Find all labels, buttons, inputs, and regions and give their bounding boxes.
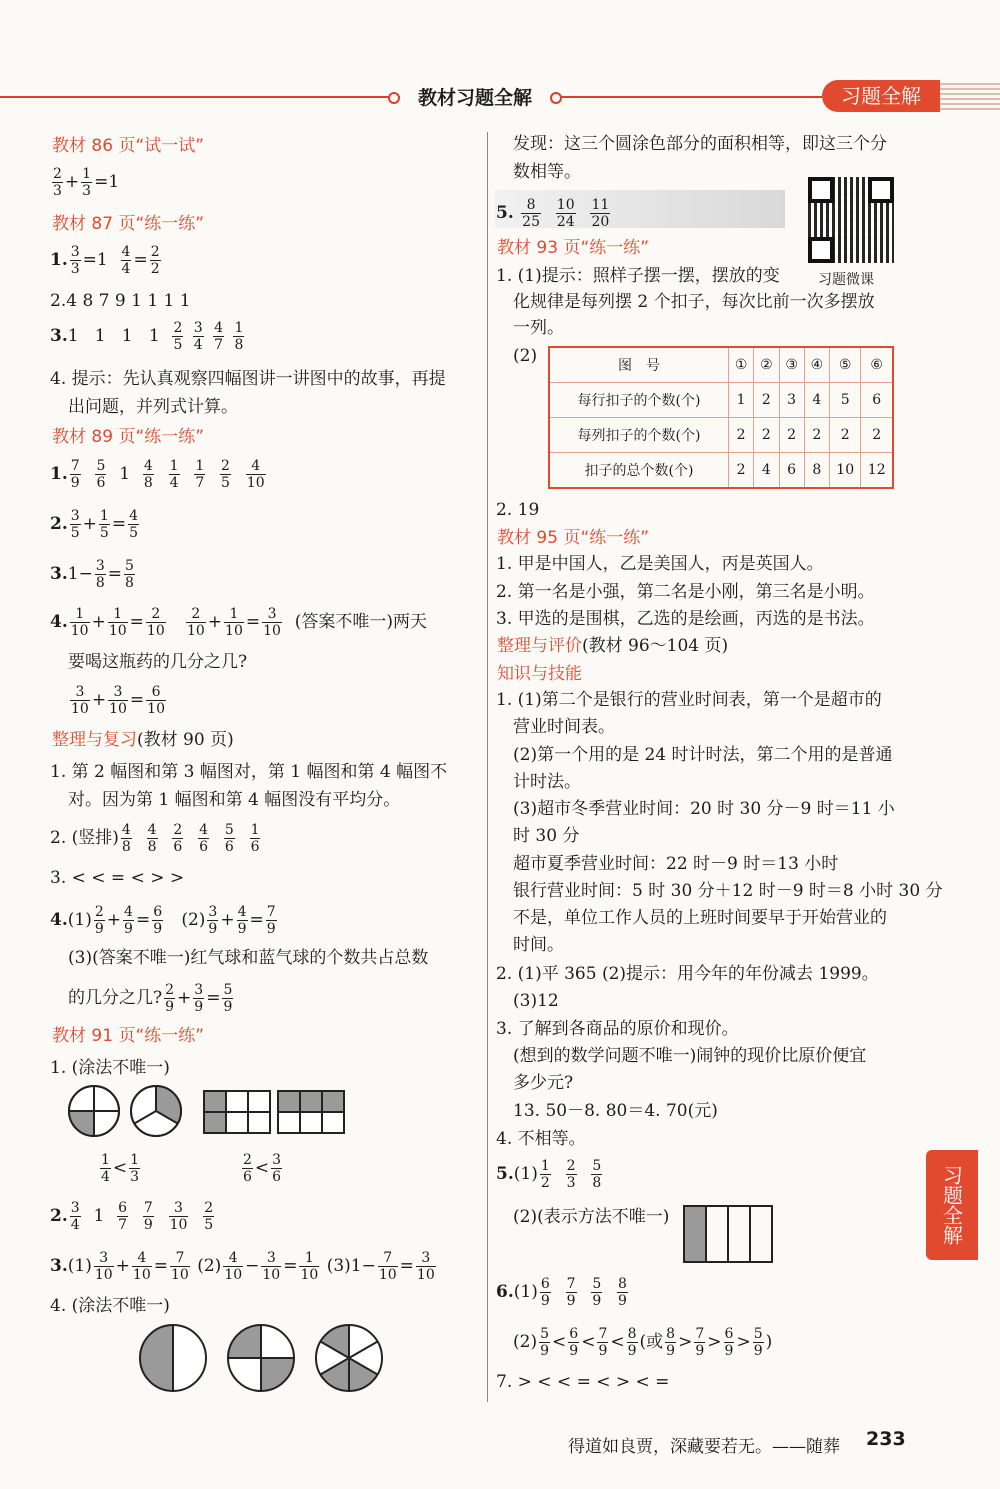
answer-line: $\frac{1}{4}$ < $\frac{1}{3}$: [101, 1152, 140, 1185]
answer-line: 13. 50－8. 80＝4. 70(元): [513, 1101, 718, 1121]
table-cell: 4: [804, 383, 829, 418]
answer-line: 的几分之几? $\frac{2}{9}$ + $\frac{3}{9}$ = $\frac{5}{9}$: [68, 982, 233, 1015]
answer-line: 数相等。: [513, 162, 581, 182]
circle-half-shaded: [140, 1325, 206, 1391]
answer-line: 3.1− $\frac{3}{8}$ = $\frac{5}{8}$: [50, 558, 134, 591]
fraction-rect: [682, 1204, 774, 1266]
answer-line: 发现：这三个圆涂色部分的面积相等，即这三个分: [513, 134, 887, 154]
answer-line: 4. (涂法不唯一): [50, 1296, 170, 1316]
answer-line: 1. 第 2 幅图和第 3 幅图对，第 1 幅图和第 4 幅图不: [50, 762, 448, 782]
answer-line: 4.(1) $\frac{2}{9}$ + $\frac{4}{9}$ = $\frac{6}{9}$ (2) $\frac{3}{9}$ + $\frac{4}{9}$ = $\frac{7}{9}$: [50, 904, 276, 937]
answer-line: $\frac{2}{6}$ < $\frac{3}{6}$: [243, 1152, 282, 1185]
header-rule-right: [560, 96, 822, 98]
section-heading: 教材 91 页“练一练”: [52, 1026, 205, 1046]
circle-3of6-shaded: [316, 1325, 382, 1391]
answer-line: 计时法。: [513, 772, 581, 792]
qr-label: 习题微课: [818, 272, 874, 288]
table-cell: ①: [729, 347, 754, 383]
answer-line: 化规律是每列摆 2 个扣子，每次比前一次多摆放: [513, 292, 875, 312]
table-row: [549, 347, 893, 383]
answer-line: 6.(1) $\frac{6}{9}$ $\frac{7}{9}$ $\frac{5}{9}$ $\frac{8}{9}$: [496, 1276, 627, 1309]
answer-line: 2. 第一名是小强，第二名是小刚，第三名是小明。: [496, 582, 875, 602]
table-cell: 图 号: [549, 347, 729, 383]
answer-line: 时 30 分: [513, 826, 580, 846]
table-row: [549, 418, 893, 453]
table-cell: 4: [754, 453, 779, 489]
answer-line: $\frac{3}{10}$ + $\frac{3}{10}$ = $\frac{6}{10}$: [71, 684, 165, 717]
column-divider: [487, 132, 488, 1402]
table-cell: 2: [830, 418, 861, 453]
section-heading: 知识与技能: [497, 664, 582, 684]
section-heading: 教材 93 页“练一练”: [497, 238, 650, 258]
answer-line: (3)12: [513, 991, 559, 1011]
table-cell: 2: [804, 418, 829, 453]
answer-line: 1. $\frac{3}{3}$ =1 $\frac{4}{4}$ = $\frac{2}{2}$: [50, 244, 160, 277]
answer-line: (2): [513, 346, 538, 366]
table-cell: 2: [754, 383, 779, 418]
table-cell: ④: [804, 347, 829, 383]
table-cell: 6: [779, 453, 804, 489]
circle-third-shaded: [131, 1086, 181, 1136]
answer-line: 出问题，并列式计算。: [68, 397, 238, 417]
rect-2of6-shaded: [204, 1091, 270, 1133]
answer-line: 2. $\frac{3}{4}$ 1 $\frac{6}{7}$ $\frac{7}{9}$ $\frac{3}{10}$ $\frac{2}{5}$: [50, 1200, 214, 1233]
badge-stripes: [940, 82, 1000, 110]
answer-line: 2. (1)平 365 (2)提示：用今年的年份减去 1999。: [496, 964, 879, 984]
footer-quote: 得道如良贾，深藏要若无。——随葬: [568, 1437, 840, 1457]
table-cell: 2: [729, 418, 754, 453]
section-heading: 整理与复习(教材 90 页): [52, 730, 234, 750]
table-cell: 2: [754, 418, 779, 453]
table-cell: 10: [830, 453, 861, 489]
answer-line: 银行营业时间：5 时 30 分＋12 时－9 时＝8 小时 30 分: [513, 881, 943, 901]
section-heading: 教材 89 页“练一练”: [52, 427, 205, 447]
table-row: [549, 453, 893, 489]
answer-line: (2) $\frac{5}{9}$ < $\frac{6}{9}$ < $\frac{7}{9}$ < $\frac{8}{9}$ (或 $\frac{8}{9}$ > $\frac{7}{9}$ > $\frac{6}{9}$ > $\frac{5}{9}$ ): [513, 1326, 773, 1359]
table-cell: 5: [830, 383, 861, 418]
answer-line: (3)超市冬季营业时间：20 时 30 分－9 时＝11 小: [513, 799, 895, 819]
answer-line: 4. 不相等。: [496, 1129, 586, 1149]
qr-corner: [808, 237, 834, 263]
answer-line: 5. $\frac{8}{25}$ $\frac{10}{24}$ $\frac{11}{20}$: [496, 197, 610, 230]
table-cell: 12: [861, 453, 893, 489]
table-cell: 6: [861, 383, 893, 418]
table-cell: ②: [754, 347, 779, 383]
answer-line: 一列。: [513, 318, 564, 338]
answer-line: 4. 提示：先认真观察四幅图讲一讲图中的故事，再提: [50, 369, 446, 389]
answer-line: 3.1 1 1 1 $\frac{2}{5}$ $\frac{3}{4}$ $\frac{4}{7}$ $\frac{1}{8}$: [50, 320, 244, 353]
answer-line: 2. $\frac{3}{5}$ + $\frac{1}{5}$ = $\frac{4}{5}$: [50, 508, 139, 541]
table-cell: ⑤: [830, 347, 861, 383]
answer-line: 2.4 8 7 9 1 1 1 1: [50, 291, 191, 311]
answer-line: 4. $\frac{1}{10}$ + $\frac{1}{10}$ = $\frac{2}{10}$ $\frac{2}{10}$ + $\frac{1}{10}$ = $\frac{3}{10}$ (答案不唯一)两天: [50, 606, 428, 639]
answer-line: (3)(答案不唯一)红气球和蓝气球的个数共占总数: [68, 948, 429, 968]
answer-line: 2. 19: [496, 500, 540, 520]
qr-corner: [868, 177, 894, 203]
section-heading: 教材 87 页“练一练”: [52, 214, 205, 234]
answer-line: (2)第一个用的是 24 时计时法，第二个用的是普通: [513, 745, 893, 765]
qr-corner: [808, 177, 834, 203]
answer-line: 营业时间表。: [513, 717, 615, 737]
table-cell: 8: [804, 453, 829, 489]
section-heading: 教材 86 页“试一试”: [52, 136, 205, 156]
answer-line: 时间。: [513, 935, 564, 955]
answer-line: 3. 了解到各商品的原价和现价。: [496, 1019, 739, 1039]
table-cell: 每列扣子的个数(个): [549, 418, 729, 453]
answer-line: (想到的数学问题不唯一)闹钟的现价比原价便宜: [513, 1046, 867, 1066]
table-cell: ③: [779, 347, 804, 383]
answer-line: 2. (竖排) $\frac{4}{8}$ $\frac{4}{8}$ $\frac{2}{6}$ $\frac{4}{6}$ $\frac{5}{6}$ $\frac{1}{6}$: [50, 822, 260, 855]
answer-line: 1. (1)第二个是银行的营业时间表，第一个是超市的: [496, 690, 882, 710]
table-cell: 2: [861, 418, 893, 453]
shaded-figures: [66, 1084, 356, 1144]
table-cell: 1: [729, 383, 754, 418]
header-dot-left: [388, 92, 400, 104]
answer-line: 1. (1)提示：照样子摆一摆，摆放的变: [496, 266, 780, 286]
section-heading: 整理与评价(教材 96～104 页): [497, 636, 729, 656]
answer-line: 超市夏季营业时间：22 时－9 时＝13 小时: [513, 854, 839, 874]
page-number: 233: [866, 1428, 906, 1450]
answer-line: 3. 甲选的是围棋，乙选的是绘画，丙选的是书法。: [496, 609, 875, 629]
circle-quarter-shaded: [69, 1086, 119, 1136]
answer-line: 1. $\frac{7}{9}$ $\frac{5}{6}$ 1 $\frac{4}{8}$ $\frac{1}{4}$ $\frac{1}{7}$ $\frac{2}{5}$ $\frac{4}{10}$: [50, 458, 265, 491]
page-header-title: 教材习题全解: [405, 83, 545, 110]
answer-line: 7. > < < = < > < =: [496, 1372, 670, 1392]
section-heading: 教材 95 页“练一练”: [497, 528, 650, 548]
answer-line: 不是，单位工作人员的上班时间要早于开始营业的: [513, 908, 887, 928]
answer-line: $\frac{2}{3}$ + $\frac{1}{3}$ =1: [53, 166, 120, 199]
header-dot-right: [550, 92, 562, 104]
answer-line: 1. (涂法不唯一): [50, 1058, 170, 1078]
header-rule-left: [0, 96, 400, 98]
table-cell: ⑥: [861, 347, 893, 383]
answer-line: 多少元?: [513, 1073, 574, 1093]
answer-line: 1. 甲是中国人，乙是美国人，丙是英国人。: [496, 554, 824, 574]
table-row: [549, 383, 893, 418]
table-cell: 扣子的总个数(个): [549, 453, 729, 489]
answer-line: 要喝这瓶药的几分之几?: [68, 652, 248, 672]
answer-line: 3.(1) $\frac{3}{10}$ + $\frac{4}{10}$ = $\frac{7}{10}$ (2) $\frac{4}{10}$ − $\frac{3}{10}$ = $\frac{1}{10}$ (3)1− $\frac{7}{10}$ = $\frac{3}{10}$: [50, 1250, 435, 1283]
shaded-circles: [138, 1322, 388, 1396]
section-badge: 习题全解: [822, 80, 940, 112]
table-cell: 2: [729, 453, 754, 489]
rect-3of6-shaded: [278, 1091, 344, 1133]
answer-line: 5.(1) $\frac{1}{2}$ $\frac{2}{3}$ $\frac{5}{8}$: [496, 1158, 602, 1191]
circle-2of4-shaded: [228, 1325, 294, 1391]
table-cell: 3: [779, 383, 804, 418]
answer-line: (2)(表示方法不唯一): [513, 1207, 670, 1227]
button-pattern-table: [548, 346, 894, 489]
table-cell: 2: [779, 418, 804, 453]
side-tab[interactable]: 习题全解: [926, 1150, 978, 1260]
table-cell: 每行扣子的个数(个): [549, 383, 729, 418]
answer-line: 对。因为第 1 幅图和第 4 幅图没有平均分。: [68, 790, 401, 810]
answer-line: 3. < < = < > >: [50, 868, 185, 888]
